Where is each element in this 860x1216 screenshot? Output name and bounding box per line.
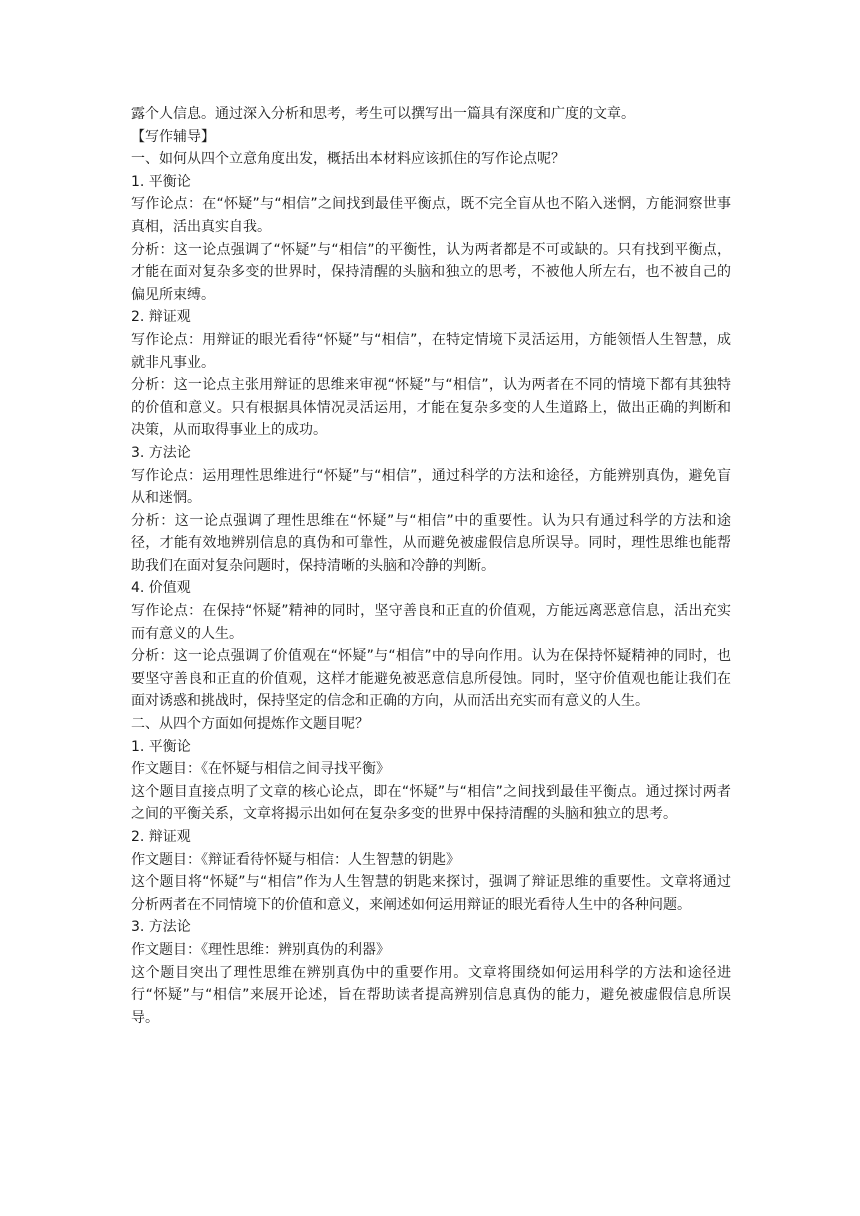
question-heading: 一、如何从四个立意角度出发，概括出本材料应该抓住的写作论点呢？ bbox=[131, 151, 565, 168]
paragraph: 作文题目：《理性思维：辨别真伪的利器》 bbox=[131, 941, 390, 958]
paragraph: 分析：这一论点强调了理性思维在“怀疑”与“相信”中的重要性。认为只有通过科学的方法和途径，才能有效地辨别信息的真伪和可靠性，从而避免被虚假信息所误导。同时，理性思维也能帮助我们在面对复杂问题时，保持清晰的头脑和冷静的判断。 bbox=[131, 512, 731, 574]
subheading: 4. 价值观 bbox=[131, 580, 191, 597]
paragraph: 写作论点：在保持“怀疑”精神的同时，坚守善良和正直的价值观，方能远离恶意信息，活出充实而有意义的人生。 bbox=[131, 603, 731, 642]
paragraph: 分析：这一论点强调了价值观在“怀疑”与“相信”中的导向作用。认为在保持怀疑精神的同时，也要坚守善良和正直的价值观，这样才能避免被恶意信息所侵蚀。同时，坚守价值观也能让我们在面对诱惑和挑战时，保持坚定的信念和正确的方向，从而活出充实而有意义的人生。 bbox=[131, 648, 731, 710]
paragraph: 作文题目：《在怀疑与相信之间寻找平衡》 bbox=[131, 761, 390, 778]
subheading: 1. 平衡论 bbox=[131, 173, 191, 190]
subheading: 2. 辩证观 bbox=[131, 829, 191, 845]
paragraph: 这个题目将“怀疑”与“相信”作为人生智慧的钥匙来探讨，强调了辩证思维的重要性。文章将通过分析两者在不同情境下的价值和意义，来阐述如何运用辩证的眼光看待人生中的各种问题。 bbox=[131, 874, 731, 913]
subheading: 3. 方法论 bbox=[131, 444, 191, 461]
question-heading: 二、从四个方面如何提炼作文题目呢？ bbox=[131, 716, 369, 733]
paragraph: 露个人信息。通过深入分析和思考，考生可以撰写出一篇具有深度和广度的文章。 bbox=[131, 106, 635, 122]
section-heading: 【写作辅导】 bbox=[131, 128, 215, 145]
paragraph: 写作论点：用辩证的眼光看待“怀疑”与“相信”，在特定情境下灵活运用，方能领悟人生智慧，成就非凡事业。 bbox=[131, 331, 731, 371]
paragraph: 分析：这一论点强调了“怀疑”与“相信”的平衡性，认为两者都是不可或缺的。只有找到平衡点，才能在面对复杂多变的世界时，保持清醒的头脑和独立的思考，不被他人所左右，也不被自己的偏见所束缚。 bbox=[131, 241, 731, 303]
paragraph: 分析：这一论点主张用辩证的思维来审视“怀疑”与“相信”，认为两者在不同的情境下都有其独特的价值和意义。只有根据具体情况灵活运用，才能在复杂多变的人生道路上，做出正确的判断和决策，从而取得事业上的成功。 bbox=[131, 377, 731, 439]
subheading: 3. 方法论 bbox=[131, 919, 191, 936]
paragraph: 作文题目：《辩证看待怀疑与相信：人生智慧的钥匙》 bbox=[131, 851, 460, 868]
subheading: 1. 平衡论 bbox=[131, 738, 191, 755]
document-body bbox=[131, 103, 731, 1029]
subheading: 2. 辩证观 bbox=[131, 309, 191, 326]
paragraph: 写作论点：在“怀疑”与“相信”之间找到最佳平衡点，既不完全盲从也不陷入迷惘，方能洞察世事真相，活出真实自我。 bbox=[131, 196, 731, 235]
paragraph: 写作论点：运用理性思维进行“怀疑”与“相信”，通过科学的方法和途径，方能辨别真伪，避免盲从和迷惘。 bbox=[131, 467, 731, 507]
paragraph: 这个题目突出了理性思维在辨别真伪中的重要作用。文章将围绕如何运用科学的方法和途径进行“怀疑”与“相信”来展开论述，旨在帮助读者提高辨别信息真伪的能力，避免被虚假信息所误导。 bbox=[131, 964, 731, 1026]
paragraph: 这个题目直接点明了文章的核心论点，即在“怀疑”与“相信”之间找到最佳平衡点。通过探讨两者之间的平衡关系，文章将揭示出如何在复杂多变的世界中保持清醒的头脑和独立的思考。 bbox=[131, 783, 731, 823]
